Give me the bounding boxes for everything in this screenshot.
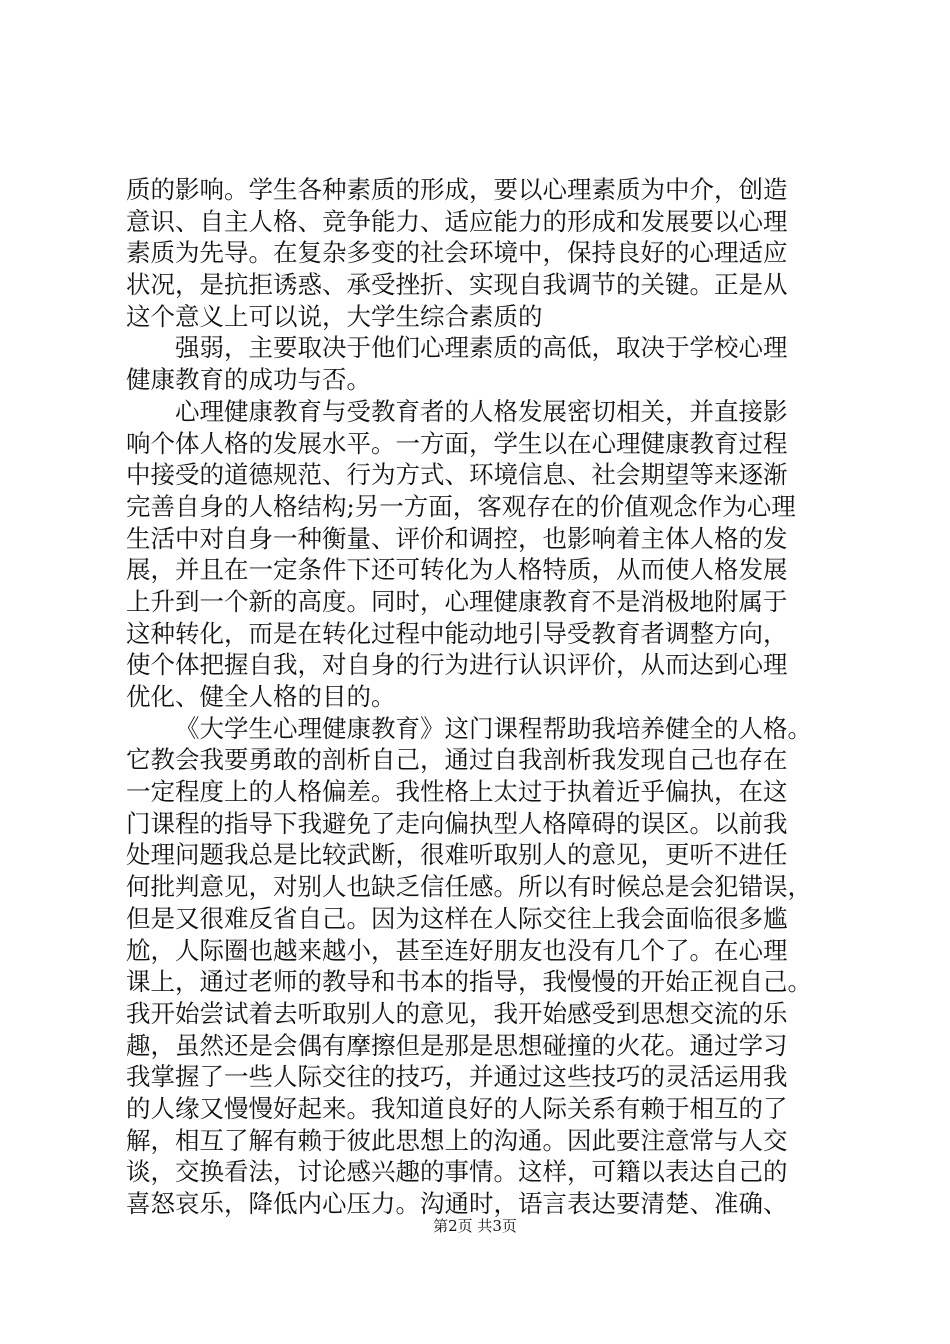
- text-line: 解，相互了解有赖于彼此思想上的沟通。因此要注意常与人交: [126, 1125, 788, 1155]
- text-line: 课上，通过老师的教导和书本的指导，我慢慢的开始正视自己。: [126, 967, 812, 997]
- paragraph: [126, 713, 836, 1220]
- text-line: 状况，是抗拒诱惑、承受挫折、实现自我调节的关键。正是从: [126, 270, 788, 300]
- page-footer: 第2页 共3页: [433, 1217, 517, 1235]
- text-line: 我掌握了一些人际交往的技巧，并通过这些技巧的灵活运用我: [126, 1062, 788, 1092]
- text-line: 完善自身的人格结构;另一方面，客观存在的价值观念作为心理: [126, 491, 796, 521]
- paragraph: [126, 174, 836, 332]
- text-line: 的人缘又慢慢好起来。我知道良好的人际关系有赖于相互的了: [126, 1093, 788, 1123]
- text-line: 我开始尝试着去听取别人的意见，我开始感受到思想交流的乐: [126, 998, 788, 1028]
- text-line: 质的影响。学生各种素质的形成，要以心理素质为中介，创造: [126, 175, 788, 204]
- text-line: 响个体人格的发展水平。一方面，学生以在心理健康教育过程: [126, 428, 788, 458]
- text-line: 生活中对自身一种衡量、评价和调控，也影响着主体人格的发: [126, 523, 788, 553]
- paragraph: [126, 332, 836, 395]
- text-line: 健康教育的成功与否。: [126, 365, 371, 395]
- text-line: 但是又很难反省自己。因为这样在人际交往上我会面临很多尴: [126, 903, 788, 933]
- text-line: 使个体把握自我，对自身的行为进行认识评价，从而达到心理: [126, 650, 788, 680]
- text-line: 喜怒哀乐，降低内心压力。沟通时，语言表达要清楚、准确、: [126, 1189, 788, 1218]
- body-text: [126, 174, 836, 1220]
- text-line: 《大学生心理健康教育》这门课程帮助我培养健全的人格。: [175, 713, 812, 743]
- text-line: 强弱，主要取决于他们心理素质的高低，取决于学校心理: [175, 333, 788, 363]
- text-line: 素质为先导。在复杂多变的社会环境中，保持良好的心理适应: [126, 238, 788, 268]
- text-line: 门课程的指导下我避免了走向偏执型人格障碍的误区。以前我: [126, 808, 788, 838]
- paragraph: [126, 396, 836, 713]
- text-line: 趣，虽然还是会偶有摩擦但是那是思想碰撞的火花。通过学习: [126, 1030, 788, 1060]
- text-line: 心理健康教育与受教育者的人格发展密切相关，并直接影: [175, 396, 788, 426]
- text-line: 这个意义上可以说，大学生综合素质的: [126, 301, 543, 331]
- text-line: 展，并且在一定条件下还可转化为人格特质，从而使人格发展: [126, 555, 788, 585]
- text-line: 中接受的道德规范、行为方式、环境信息、社会期望等来逐渐: [126, 460, 788, 490]
- text-line: 这种转化，而是在转化过程中能动地引导受教育者调整方向，: [126, 618, 788, 648]
- text-line: 尬，人际圈也越来越小，甚至连好朋友也没有几个了。在心理: [126, 935, 788, 965]
- text-line: 处理问题我总是比较武断，很难听取别人的意见，更听不进任: [126, 840, 788, 870]
- text-line: 何批判意见，对别人也缺乏信任感。所以有时候总是会犯错误，: [126, 872, 812, 902]
- text-line: 它教会我要勇敢的剖析自己，通过自我剖析我发现自己也存在: [126, 745, 788, 775]
- text-line: 优化、健全人格的目的。: [126, 682, 396, 711]
- text-line: 一定程度上的人格偏差。我性格上太过于执着近乎偏执，在这: [126, 777, 788, 807]
- text-line: 谈，交换看法，讨论感兴趣的事情。这样，可籍以表达自己的: [126, 1157, 788, 1187]
- text-line: 上升到一个新的高度。同时，心理健康教育不是消极地附属于: [126, 586, 788, 616]
- text-line: 意识、自主人格、竞争能力、适应能力的形成和发展要以心理: [126, 206, 788, 236]
